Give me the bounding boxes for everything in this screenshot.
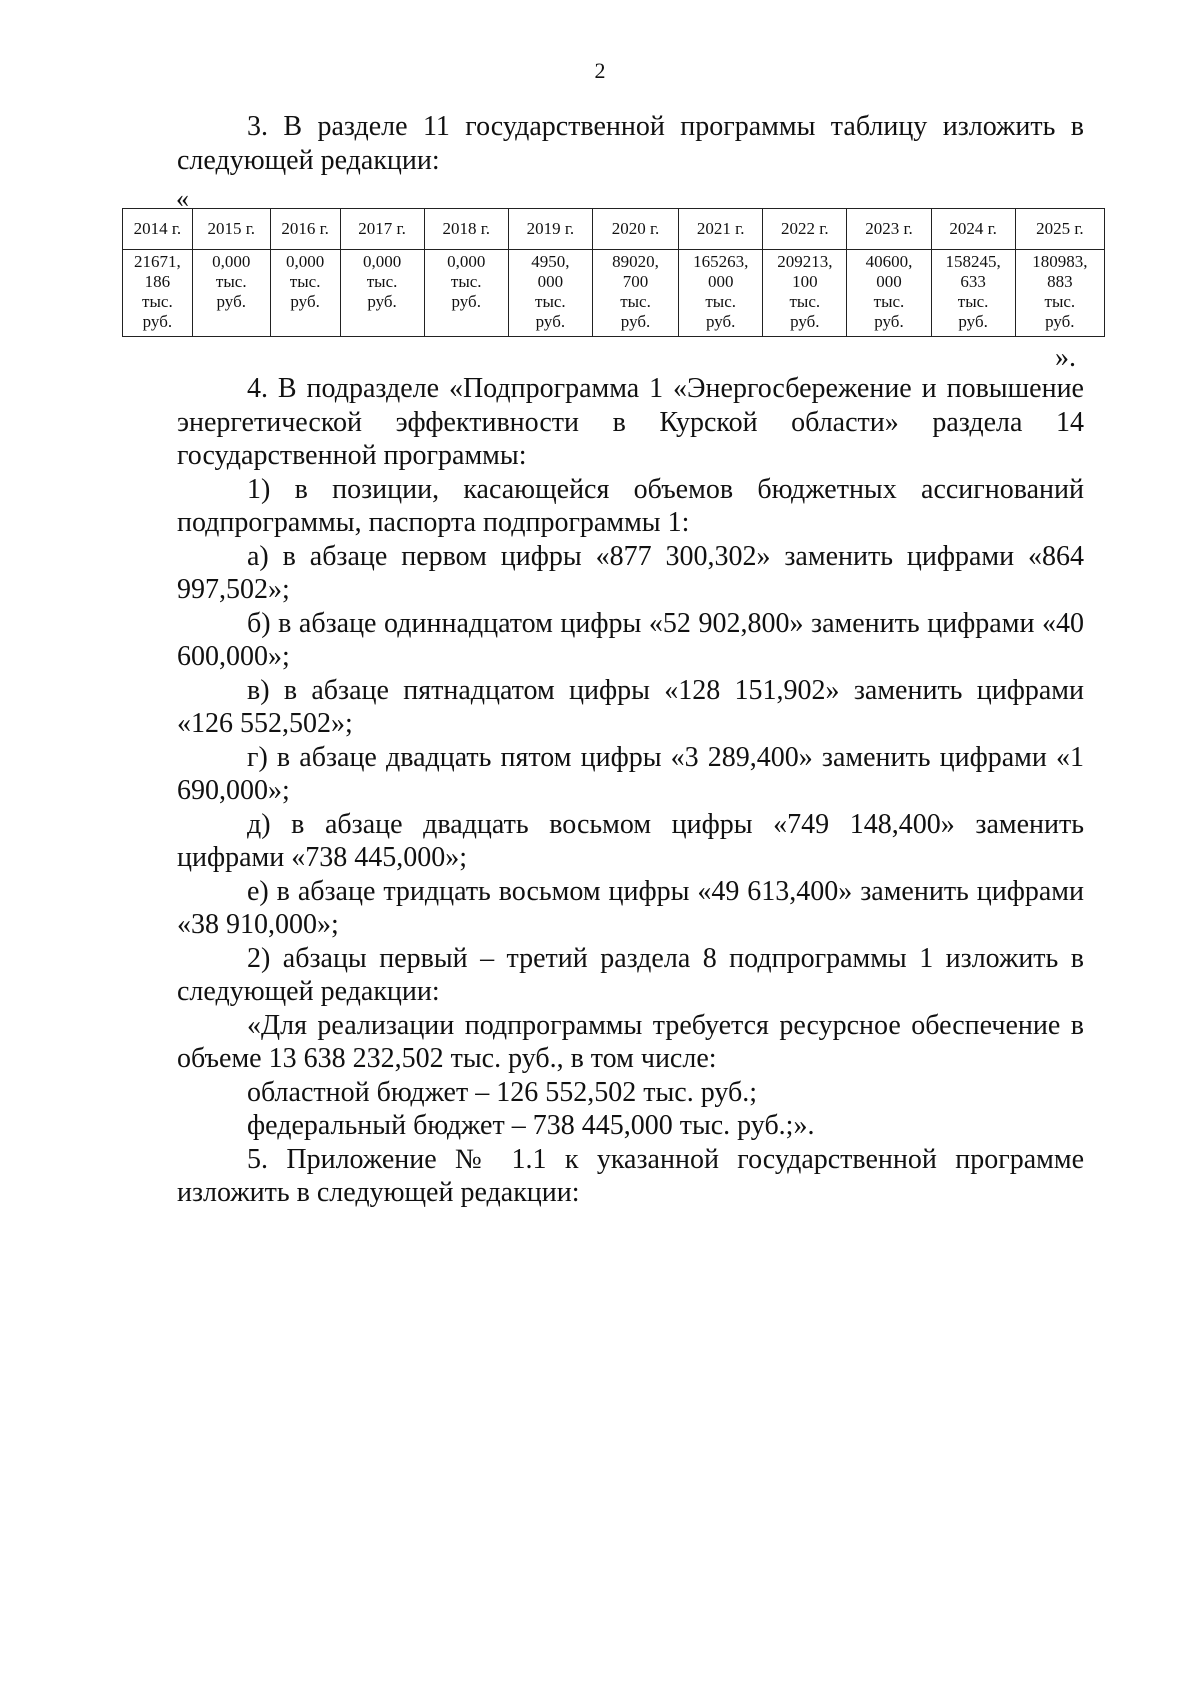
cell-line: руб. — [958, 312, 988, 331]
cell-line: руб. — [290, 292, 320, 311]
paragraph-item-4: 4. В подразделе «Подпрограмма 1 «Энергосбережение и повышение энергетической эффективности в Курской области» раздела 14 государственной программы: — [177, 373, 1084, 471]
cell-line: тыс. — [366, 272, 398, 291]
cell-line: тыс. — [450, 272, 482, 291]
cell-line: руб. — [142, 312, 173, 331]
header-2014: 2014 г. — [123, 209, 193, 250]
cell-2017 — [340, 250, 424, 337]
cell-line: 000 — [537, 272, 564, 291]
cell-line: тыс. — [705, 292, 737, 311]
intro-paragraph: 3. В разделе 11 государственной программы таблицу изложить в следующей редакции: — [177, 111, 1084, 176]
table-close-quote: ». — [1055, 342, 1076, 373]
paragraph-subitem-a: а) в абзаце первом цифры «877 300,302» заменить цифрами «864 997,502»; — [177, 540, 1084, 605]
cell-2022 — [763, 250, 847, 337]
cell-line: 21671, — [134, 252, 181, 271]
cell-2020 — [592, 250, 678, 337]
header-2016: 2016 г. — [270, 209, 340, 250]
body-text — [177, 372, 1084, 1210]
cell-line: 0,000 — [212, 252, 251, 271]
cell-line: 165263, — [693, 252, 749, 271]
cell-line: 0,000 — [362, 252, 402, 271]
cell-line: тыс. — [957, 292, 989, 311]
cell-line: руб. — [620, 312, 651, 331]
paragraph-subitem-1: 1) в позиции, касающейся объемов бюджетных ассигнований подпрограммы, паспорта подпрограммы 1: — [177, 473, 1084, 538]
intro-block — [177, 110, 1084, 177]
table-row — [123, 250, 1105, 337]
cell-line: тыс. — [789, 292, 821, 311]
cell-line: 158245, — [945, 252, 1001, 271]
paragraph-subitem-v: в) в абзаце пятнадцатом цифры «128 151,902» заменить цифрами «126 552,502»; — [177, 674, 1084, 739]
paragraph-item-5: 5. Приложение № 1.1 к указанной государственной программе изложить в следующей редакции: — [177, 1143, 1084, 1208]
paragraph-subitem-e: е) в абзаце тридцать восьмом цифры «49 613,400» заменить цифрами «38 910,000»; — [177, 875, 1084, 940]
cell-2016 — [270, 250, 340, 337]
paragraph-subitem-b: б) в абзаце одиннадцатом цифры «52 902,800» заменить цифрами «40 600,000»; — [177, 607, 1084, 672]
header-2025: 2025 г. — [1015, 209, 1104, 250]
cell-2018 — [424, 250, 508, 337]
cell-line: 4950, — [531, 252, 570, 271]
cell-line: тыс. — [289, 272, 321, 291]
cell-line: 0,000 — [447, 252, 486, 271]
paragraph-subitem-g: г) в абзаце двадцать пятом цифры «3 289,400» заменить цифрами «1 690,000»; — [177, 741, 1084, 806]
header-2020: 2020 г. — [592, 209, 678, 250]
cell-line: тыс. — [1044, 292, 1076, 311]
paragraph-subitem-d: д) в абзаце двадцать восьмом цифры «749 148,400» заменить цифрами «738 445,000»; — [177, 808, 1084, 873]
cell-line: тыс. — [620, 292, 651, 311]
cell-2023 — [847, 250, 931, 337]
cell-line: руб. — [705, 312, 736, 331]
header-2018: 2018 г. — [424, 209, 508, 250]
page-number: 2 — [594, 58, 606, 83]
cell-line: 883 — [1047, 272, 1073, 291]
cell-line: руб. — [451, 292, 481, 311]
header-2019: 2019 г. — [508, 209, 592, 250]
cell-line: 000 — [876, 272, 902, 291]
cell-2021 — [679, 250, 763, 337]
cell-line: тыс. — [142, 292, 173, 311]
cell-line: руб. — [535, 312, 566, 331]
paragraph-subitem-2: 2) абзацы первый – третий раздела 8 подпрограммы 1 изложить в следующей редакции: — [177, 942, 1084, 1007]
cell-2015 — [192, 250, 270, 337]
cell-line: 100 — [792, 272, 818, 291]
header-2024: 2024 г. — [931, 209, 1015, 250]
cell-2024 — [931, 250, 1015, 337]
budget-table — [122, 208, 1105, 337]
cell-line: 0,000 — [286, 252, 325, 271]
cell-line: руб. — [216, 292, 246, 311]
cell-2025 — [1015, 250, 1104, 337]
cell-line: тыс. — [215, 272, 247, 291]
cell-line: 700 — [622, 272, 649, 291]
paragraph-regional-budget: областной бюджет – 126 552,502 тыс. руб.; — [247, 1076, 757, 1108]
cell-line: 000 — [707, 272, 734, 291]
header-2017: 2017 г. — [340, 209, 424, 250]
table-open-quote: « — [176, 184, 189, 213]
cell-line: 186 — [144, 272, 171, 291]
table-header-row — [123, 209, 1105, 250]
paragraph-quoted-text: «Для реализации подпрограммы требуется ресурсное обеспечение в объеме 13 638 232,502 тыс. руб., в том числе: — [177, 1009, 1084, 1074]
cell-line: 633 — [960, 272, 986, 291]
cell-line: руб. — [367, 292, 397, 311]
header-2021: 2021 г. — [679, 209, 763, 250]
cell-line: 40600, — [865, 252, 913, 271]
cell-line: 89020, — [612, 252, 659, 271]
header-2015: 2015 г. — [192, 209, 270, 250]
header-2022: 2022 г. — [763, 209, 847, 250]
header-2023: 2023 г. — [847, 209, 931, 250]
cell-line: тыс. — [535, 292, 566, 311]
paragraph-federal-budget: федеральный бюджет – 738 445,000 тыс. руб.;». — [247, 1110, 815, 1141]
cell-line: 180983, — [1032, 252, 1088, 271]
cell-line: 209213, — [777, 252, 833, 271]
cell-line: руб. — [874, 312, 904, 331]
cell-line: тыс. — [873, 292, 905, 311]
cell-2014 — [123, 250, 193, 337]
cell-line: руб. — [790, 312, 820, 331]
cell-line: руб. — [1045, 312, 1075, 331]
cell-2019 — [508, 250, 592, 337]
